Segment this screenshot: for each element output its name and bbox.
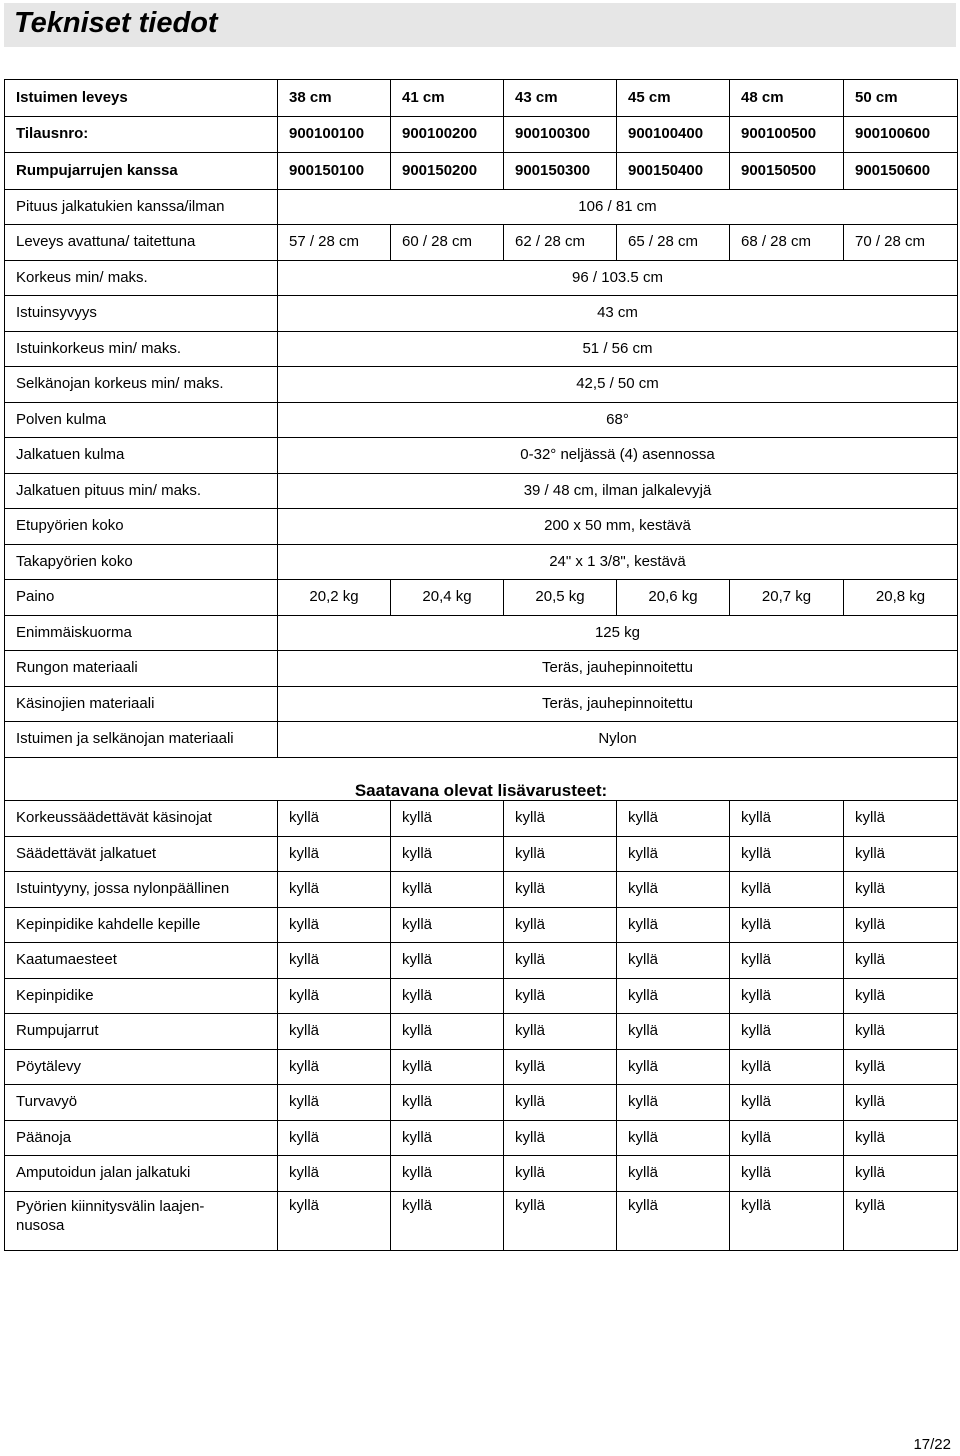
cell-value: kyllä [391,943,504,979]
cell-value: 900100400 [617,116,730,153]
cell-value: 900150100 [278,153,391,190]
cell-value: kyllä [278,1120,391,1156]
cell-value: kyllä [617,907,730,943]
cell-value: 45 cm [617,80,730,117]
cell-value: kyllä [617,801,730,837]
cell-value: 57 / 28 cm [278,225,391,261]
cell-value: 70 / 28 cm [844,225,958,261]
cell-value: kyllä [730,1120,844,1156]
cell-value: kyllä [278,943,391,979]
row-label: Enimmäiskuorma [5,615,278,651]
cell-value: kyllä [617,1156,730,1192]
row-label: Amputoidun jalan jalkatuki [5,1156,278,1192]
cell-value: kyllä [391,872,504,908]
cell-value: 65 / 28 cm [617,225,730,261]
spec-row [5,580,958,616]
cell-value: 900100500 [730,116,844,153]
spec-row [5,331,958,367]
cell-value: kyllä [391,1156,504,1192]
spanned-value: Teräs, jauhepinnoitettu [278,686,958,722]
row-label: Rumpujarrut [5,1014,278,1050]
accessory-row [5,1049,958,1085]
spanned-value: 200 x 50 mm, kestävä [278,509,958,545]
cell-value: kyllä [844,1014,958,1050]
cell-value: kyllä [278,801,391,837]
cell-value: kyllä [617,978,730,1014]
row-label: Korkeussäädettävät käsinojat [5,801,278,837]
cell-value: 900150500 [730,153,844,190]
cell-value: kyllä [730,1049,844,1085]
cell-value: kyllä [730,801,844,837]
spec-row [5,296,958,332]
cell-value: 20,2 kg [278,580,391,616]
row-label: Paino [5,580,278,616]
row-label: Säädettävät jalkatuet [5,836,278,872]
cell-value: kyllä [504,1014,617,1050]
cell-value: kyllä [504,1156,617,1192]
cell-value: kyllä [730,872,844,908]
spec-row [5,225,958,261]
accessory-row [5,872,958,908]
row-label: Pöytälevy [5,1049,278,1085]
page-number: 17/22 [913,1436,951,1453]
cell-value: kyllä [844,1085,958,1121]
cell-value: kyllä [278,907,391,943]
spec-row [5,367,958,403]
cell-value: 900100200 [391,116,504,153]
cell-value: kyllä [278,1049,391,1085]
cell-value: kyllä [844,836,958,872]
cell-value: kyllä [504,801,617,837]
cell-value: kyllä [391,801,504,837]
cell-value: 900100100 [278,116,391,153]
cell-value: 20,6 kg [617,580,730,616]
cell-value: kyllä [844,872,958,908]
cell-value: kyllä [391,1085,504,1121]
row-label: Tilausnro: [5,116,278,153]
cell-value: kyllä [844,907,958,943]
cell-value: kyllä [278,1014,391,1050]
cell-value: kyllä [278,836,391,872]
cell-value: kyllä [504,907,617,943]
row-label: Korkeus min/ maks. [5,260,278,296]
row-label: Kaatumaesteet [5,943,278,979]
spanned-value: 43 cm [278,296,958,332]
spanned-value: 96 / 103.5 cm [278,260,958,296]
cell-value: 50 cm [844,80,958,117]
cell-value: kyllä [391,1191,504,1250]
spec-row [5,189,958,225]
spec-row [5,402,958,438]
spec-row [5,438,958,474]
row-label: Istuimen ja selkänojan materiaali [5,722,278,758]
row-label: Takapyörien koko [5,544,278,580]
cell-value: kyllä [730,1014,844,1050]
specs-table [4,79,958,1251]
accessories-heading: Saatavana olevat lisävarusteet: [5,757,958,801]
cell-value: kyllä [730,978,844,1014]
cell-value: kyllä [844,1156,958,1192]
spec-row [5,615,958,651]
cell-value: kyllä [617,872,730,908]
cell-value: kyllä [278,978,391,1014]
spanned-value: 68° [278,402,958,438]
cell-value: 900150400 [617,153,730,190]
row-label: Selkänojan korkeus min/ maks. [5,367,278,403]
cell-value: kyllä [391,907,504,943]
row-label: Kepinpidike kahdelle kepille [5,907,278,943]
cell-value: 20,4 kg [391,580,504,616]
accessories-heading-row [5,757,958,801]
cell-value: kyllä [278,1191,391,1250]
cell-value: kyllä [504,1085,617,1121]
cell-value: kyllä [391,836,504,872]
accessory-row [5,836,958,872]
cell-value: kyllä [617,1014,730,1050]
cell-value: kyllä [504,872,617,908]
cell-value: kyllä [617,1085,730,1121]
cell-value: kyllä [730,836,844,872]
cell-value: kyllä [730,1191,844,1250]
spec-row [5,509,958,545]
spec-row [5,651,958,687]
cell-value: 68 / 28 cm [730,225,844,261]
cell-value: kyllä [504,1191,617,1250]
row-label: Istuinkorkeus min/ maks. [5,331,278,367]
cell-value: kyllä [844,801,958,837]
cell-value: kyllä [617,1120,730,1156]
cell-value: kyllä [278,1156,391,1192]
spec-row [5,473,958,509]
cell-value: 20,5 kg [504,580,617,616]
row-label: Jalkatuen kulma [5,438,278,474]
spanned-value: 106 / 81 cm [278,189,958,225]
row-label: Etupyörien koko [5,509,278,545]
cell-value: kyllä [617,943,730,979]
cell-value: 900100600 [844,116,958,153]
row-label: Pyörien kiinnitysvälin laajen- nusosa [5,1191,278,1250]
cell-value: 41 cm [391,80,504,117]
row-label: Istuimen leveys [5,80,278,117]
row-label: Turvavyö [5,1085,278,1121]
cell-value: kyllä [617,836,730,872]
row-label: Rumpujarrujen kanssa [5,153,278,190]
cell-value: 43 cm [504,80,617,117]
cell-value: kyllä [844,1191,958,1250]
accessory-row [5,943,958,979]
spec-row [5,260,958,296]
cell-value: 48 cm [730,80,844,117]
row-label: Leveys avattuna/ taitettuna [5,225,278,261]
spanned-value: 0-32° neljässä (4) asennossa [278,438,958,474]
cell-value: kyllä [617,1049,730,1085]
cell-value: kyllä [844,978,958,1014]
spanned-value: Teräs, jauhepinnoitettu [278,651,958,687]
row-label: Rungon materiaali [5,651,278,687]
accessory-row [5,1085,958,1121]
header-row [5,116,958,153]
cell-value: kyllä [730,1156,844,1192]
row-label: Istuintyyny, jossa nylonpäällinen [5,872,278,908]
cell-value: 20,7 kg [730,580,844,616]
cell-value: 38 cm [278,80,391,117]
cell-value: kyllä [391,1049,504,1085]
cell-value: 900150300 [504,153,617,190]
accessory-row [5,801,958,837]
row-label: Pituus jalkatukien kanssa/ilman [5,189,278,225]
spec-row [5,722,958,758]
header-row [5,153,958,190]
accessory-row [5,1014,958,1050]
cell-value: 900150600 [844,153,958,190]
cell-value: kyllä [278,1085,391,1121]
spec-row [5,686,958,722]
cell-value: 900100300 [504,116,617,153]
cell-value: kyllä [504,943,617,979]
title-bar [4,3,956,47]
cell-value: kyllä [617,1191,730,1250]
spanned-value: 51 / 56 cm [278,331,958,367]
cell-value: 60 / 28 cm [391,225,504,261]
page-title: Tekniset tiedot [14,7,218,39]
cell-value: kyllä [730,907,844,943]
cell-value: kyllä [391,978,504,1014]
cell-value: kyllä [504,978,617,1014]
spanned-value: 39 / 48 cm, ilman jalkalevyjä [278,473,958,509]
row-label: Kepinpidike [5,978,278,1014]
accessory-row [5,1120,958,1156]
cell-value: kyllä [730,1085,844,1121]
accessory-row [5,1156,958,1192]
spanned-value: 24" x 1 3/8", kestävä [278,544,958,580]
row-label: Jalkatuen pituus min/ maks. [5,473,278,509]
cell-value: kyllä [504,1049,617,1085]
cell-value: kyllä [844,943,958,979]
row-label: Päänoja [5,1120,278,1156]
cell-value: 20,8 kg [844,580,958,616]
cell-value: 62 / 28 cm [504,225,617,261]
spanned-value: Nylon [278,722,958,758]
accessory-row [5,1191,958,1250]
cell-value: kyllä [391,1014,504,1050]
cell-value: kyllä [844,1120,958,1156]
cell-value: kyllä [504,1120,617,1156]
row-label: Istuinsyvyys [5,296,278,332]
spanned-value: 125 kg [278,615,958,651]
spec-row [5,544,958,580]
cell-value: 900150200 [391,153,504,190]
cell-value: kyllä [504,836,617,872]
header-row [5,80,958,117]
row-label: Käsinojien materiaali [5,686,278,722]
row-label: Polven kulma [5,402,278,438]
cell-value: kyllä [730,943,844,979]
cell-value: kyllä [844,1049,958,1085]
accessory-row [5,907,958,943]
spanned-value: 42,5 / 50 cm [278,367,958,403]
cell-value: kyllä [391,1120,504,1156]
cell-value: kyllä [278,872,391,908]
accessory-row [5,978,958,1014]
